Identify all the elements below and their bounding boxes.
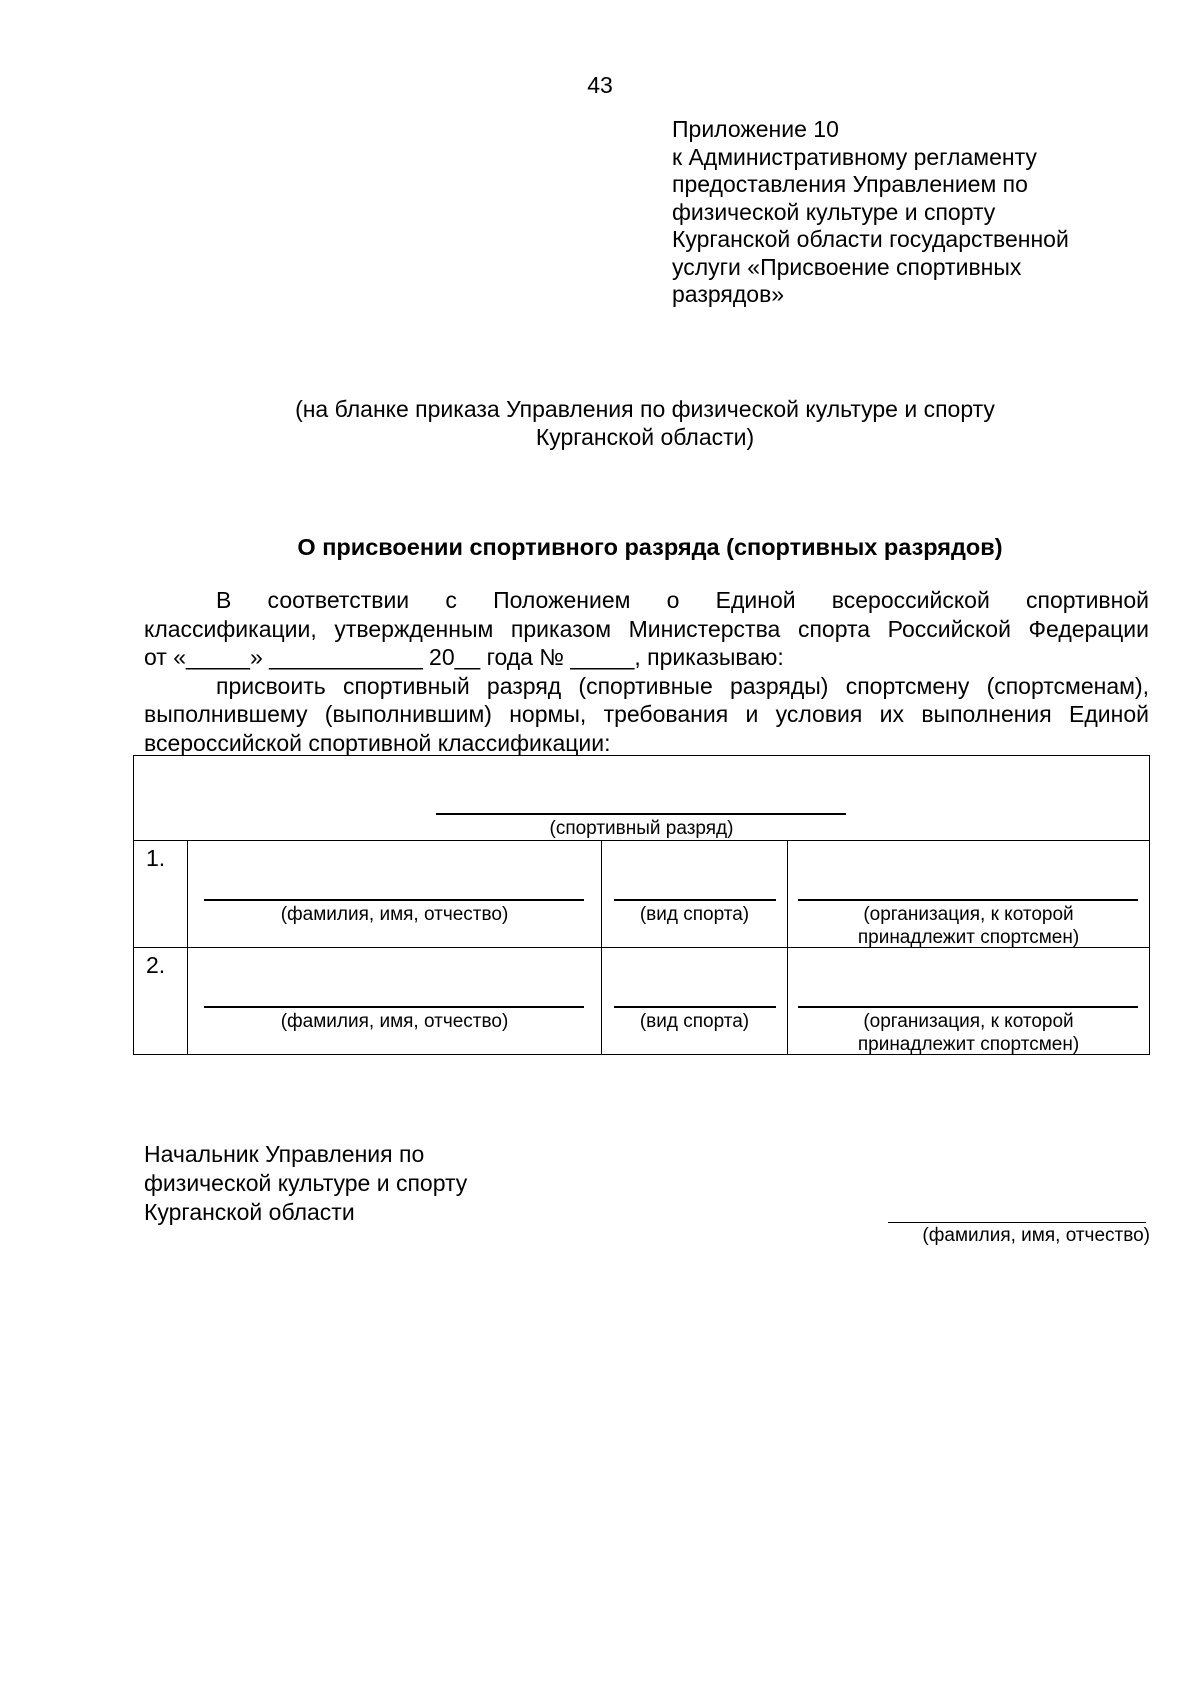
paragraph-line: от «_____» ____________ 20__ года № _____, приказываю: <box>144 644 784 670</box>
organization-caption <box>788 1010 1149 1056</box>
letterhead-note-line: Курганской области) <box>535 423 755 450</box>
rank-caption: (спортивный разряд) <box>549 818 734 839</box>
signer-title <box>144 1140 467 1227</box>
appendix-line: к Административному регламенту <box>672 143 1037 170</box>
organization-caption-line: принадлежит спортсмен) <box>857 1034 1080 1055</box>
appendix-line: услуги «Присвоение спортивных <box>672 253 1022 280</box>
name-cell <box>188 948 602 1055</box>
row-number: 1. <box>146 845 166 871</box>
table-row <box>134 841 1150 948</box>
name-fill-line <box>204 899 584 901</box>
row-number: 2. <box>146 952 166 978</box>
signer-line: физической культуре и спорту <box>144 1170 468 1196</box>
sport-caption: (вид спорта) <box>639 904 750 925</box>
sport-fill-line <box>614 1006 776 1008</box>
organization-fill-line <box>798 899 1138 901</box>
sport-cell <box>602 841 788 948</box>
row-number-cell <box>134 841 188 948</box>
appendix-line: предоставления Управлением по <box>672 171 1028 197</box>
paragraph-line: В соответствии с Положением о Единой всероссийской спортивной <box>216 587 1149 613</box>
rank-fill-line <box>436 813 846 815</box>
name-caption: (фамилия, имя, отчество) <box>280 904 509 925</box>
paragraph-line: классификации, утвержденным приказом Министерства спорта Российской Федерации <box>144 615 1149 642</box>
appendix-line: Приложение 10 <box>672 116 839 142</box>
appendix-line: разрядов» <box>672 281 785 307</box>
name-cell <box>188 841 602 948</box>
letterhead-note <box>140 396 1150 451</box>
paragraph-line: присвоить спортивный разряд (спортивные разряды) спортсмену (спортсменам), <box>216 672 1149 699</box>
appendix-line: физической культуре и спорту <box>672 198 996 225</box>
name-fill-line <box>204 1006 584 1008</box>
letterhead-note-line: (на бланке приказа Управления по физической культуре и спорту <box>295 396 995 422</box>
page-number: 43 <box>587 72 613 98</box>
document-title: О присвоении спортивного разряда (спортивных разрядов) <box>297 534 1003 560</box>
row-number-cell <box>134 948 188 1055</box>
athletes-table <box>133 755 1150 1055</box>
organization-cell <box>788 948 1150 1055</box>
table-row <box>134 948 1150 1055</box>
name-caption: (фамилия, имя, отчество) <box>280 1011 509 1032</box>
appendix-header <box>672 116 1142 309</box>
signer-line: Курганской области <box>144 1199 355 1225</box>
paragraph-line: всероссийской спортивной классификации: <box>144 729 611 756</box>
sport-cell <box>602 948 788 1055</box>
organization-caption-line: (организация, к которой <box>863 904 1074 925</box>
sport-fill-line <box>614 899 776 901</box>
order-text <box>144 586 1149 757</box>
signature-line <box>888 1222 1146 1223</box>
signature-caption: (фамилия, имя, отчество) <box>922 1225 1150 1246</box>
sport-caption: (вид спорта) <box>639 1011 750 1032</box>
organization-caption-line: (организация, к которой <box>863 1011 1074 1032</box>
organization-caption-line: принадлежит спортсмен) <box>857 927 1080 948</box>
signer-line: Начальник Управления по <box>144 1141 425 1167</box>
organization-fill-line <box>798 1006 1138 1008</box>
organization-cell <box>788 841 1150 948</box>
table-header-row <box>134 756 1150 841</box>
organization-caption <box>788 903 1149 949</box>
sport-rank-cell <box>134 756 1150 841</box>
paragraph-line: выполнившему (выполнившим) нормы, требования и условия их выполнения Единой <box>144 701 1149 727</box>
appendix-line: Курганской области государственной <box>672 226 1069 252</box>
